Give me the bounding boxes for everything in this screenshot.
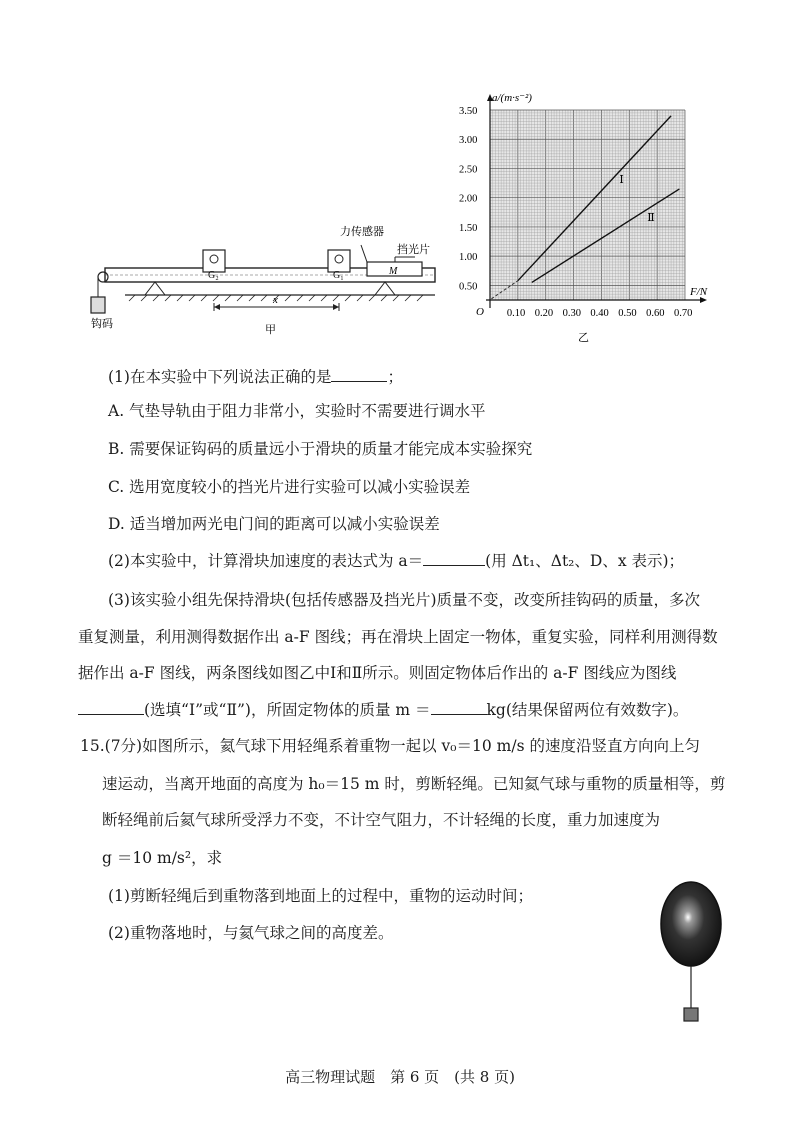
- x-tick-label: 0.30: [562, 308, 581, 319]
- q3-continued: [78, 627, 768, 737]
- a-f-chart: [450, 85, 720, 350]
- q15-line-1: 15.(7分)如图所示，氦气球下用轻绳系着重物一起以 v₀＝10 m/s 的速度沿竖直方向向上匀: [80, 737, 700, 755]
- q3-answer-blank-1[interactable]: [78, 700, 144, 715]
- figure-yi: [450, 85, 720, 350]
- heavy-object: [684, 1008, 698, 1021]
- hook-weight: [91, 297, 105, 313]
- x-tick-label: 0.20: [534, 308, 554, 319]
- gate-g2: [203, 250, 225, 272]
- gate2-label: G₂: [208, 270, 219, 281]
- q3-line-1: (3)该实验小组先保持滑块(包括传感器及挡光片)质量不变，改变所挂钩码的质量，多次: [108, 591, 701, 609]
- x-tick-label: 0.60: [646, 308, 665, 319]
- gate1-label: G₁: [333, 270, 344, 281]
- q15-line-2: 速运动，当离开地面的高度为 h₀＝15 m 时，剪断轻绳。已知氦气球与重物的质量相等，剪: [102, 775, 726, 793]
- distance-label: x: [273, 294, 278, 306]
- q1-option-b: B. 需要保证钩码的质量远小于滑块的质量才能完成本实验探究: [108, 440, 533, 458]
- q3-line-4-mid: (选填“Ⅰ”或“Ⅱ”)，所固定物体的质量 m ＝: [144, 701, 431, 719]
- page-footer: 高三物理试题 第 6 页 (共 8 页): [285, 1068, 515, 1086]
- q1-option-d: D. 适当增加两光电门间的距离可以减小实验误差: [108, 515, 440, 533]
- series-label-2: Ⅱ: [647, 212, 655, 225]
- x-tick-label: 0.50: [618, 308, 637, 319]
- q1-option-a: A. 气垫导轨由于阻力非常小，实验时不需要进行调水平: [108, 402, 486, 420]
- y-tick-label: 0.50: [459, 281, 478, 293]
- q3-line-4-end: kg(结果保留两位有效数字)。: [486, 701, 689, 719]
- x-axis-label: F/N: [690, 286, 708, 298]
- gate-g1: [328, 250, 350, 272]
- weight-label: 钩码: [91, 317, 113, 330]
- q3-answer-blank-2[interactable]: [431, 700, 487, 715]
- q3-line-3: 据作出 a-F 图线，两条图线如图乙中Ⅰ和Ⅱ所示。则固定物体后作出的 a-F 图线应为图线: [78, 664, 677, 682]
- balloon: [661, 882, 721, 966]
- y-tick-label: 1.50: [459, 222, 478, 234]
- q2-answer-blank[interactable]: [423, 551, 485, 566]
- x-tick-label: 0.10: [506, 308, 526, 319]
- q2-suffix: (用 Δt₁、Δt₂、D、x 表示)；: [485, 552, 685, 570]
- x-tick-label: 0.40: [590, 308, 609, 319]
- series-label-1: Ⅰ: [619, 174, 624, 187]
- sensor-label: 力传感器: [340, 225, 384, 238]
- figure-jia: [85, 215, 455, 340]
- y-tick-label: 2.50: [459, 164, 478, 176]
- balloon-figure: [655, 870, 735, 1030]
- block-label: M: [389, 266, 398, 277]
- y-tick-label: 3.50: [459, 106, 478, 117]
- y-tick-label: 1.00: [459, 252, 478, 264]
- q3-line-2: 重复测量，利用测得数据作出 a-F 图线；再在滑块上固定一物体，重复实验，同样利用测得数: [78, 628, 718, 646]
- balloon-illustration: [655, 870, 735, 1030]
- q15-sub-2: (2)重物落地时，与氦气球之间的高度差。: [108, 924, 394, 942]
- q15-sub-1: (1)剪断轻绳后到重物落到地面上的过程中，重物的运动时间；: [108, 887, 533, 905]
- q15-line-4: g ＝10 m/s²，求: [102, 849, 223, 867]
- q1-stem: (1)在本实验中下列说法正确的是: [108, 368, 332, 386]
- q1-stem-suffix: ；: [387, 368, 403, 386]
- q1-answer-blank[interactable]: [331, 367, 387, 382]
- origin-label: O: [476, 306, 484, 318]
- q2-prefix: (2)本实验中，计算滑块加速度的表达式为 a＝: [108, 552, 424, 570]
- y-tick-label: 2.00: [459, 193, 478, 205]
- y-axis-label: a/(m·s⁻²): [492, 92, 532, 104]
- apparatus-diagram: [85, 215, 455, 340]
- shutter-label: 挡光片: [397, 243, 430, 256]
- q15-line-3: 断轻绳前后氦气球所受浮力不变，不计空气阻力，不计轻绳的长度，重力加速度为: [102, 811, 661, 829]
- figure-yi-caption: 乙: [578, 331, 589, 344]
- figure-jia-caption: 甲: [265, 323, 276, 336]
- x-tick-label: 0.70: [674, 308, 693, 319]
- q1-option-c: C. 选用宽度较小的挡光片进行实验可以减小实验误差: [108, 478, 471, 496]
- y-tick-label: 3.00: [459, 135, 478, 147]
